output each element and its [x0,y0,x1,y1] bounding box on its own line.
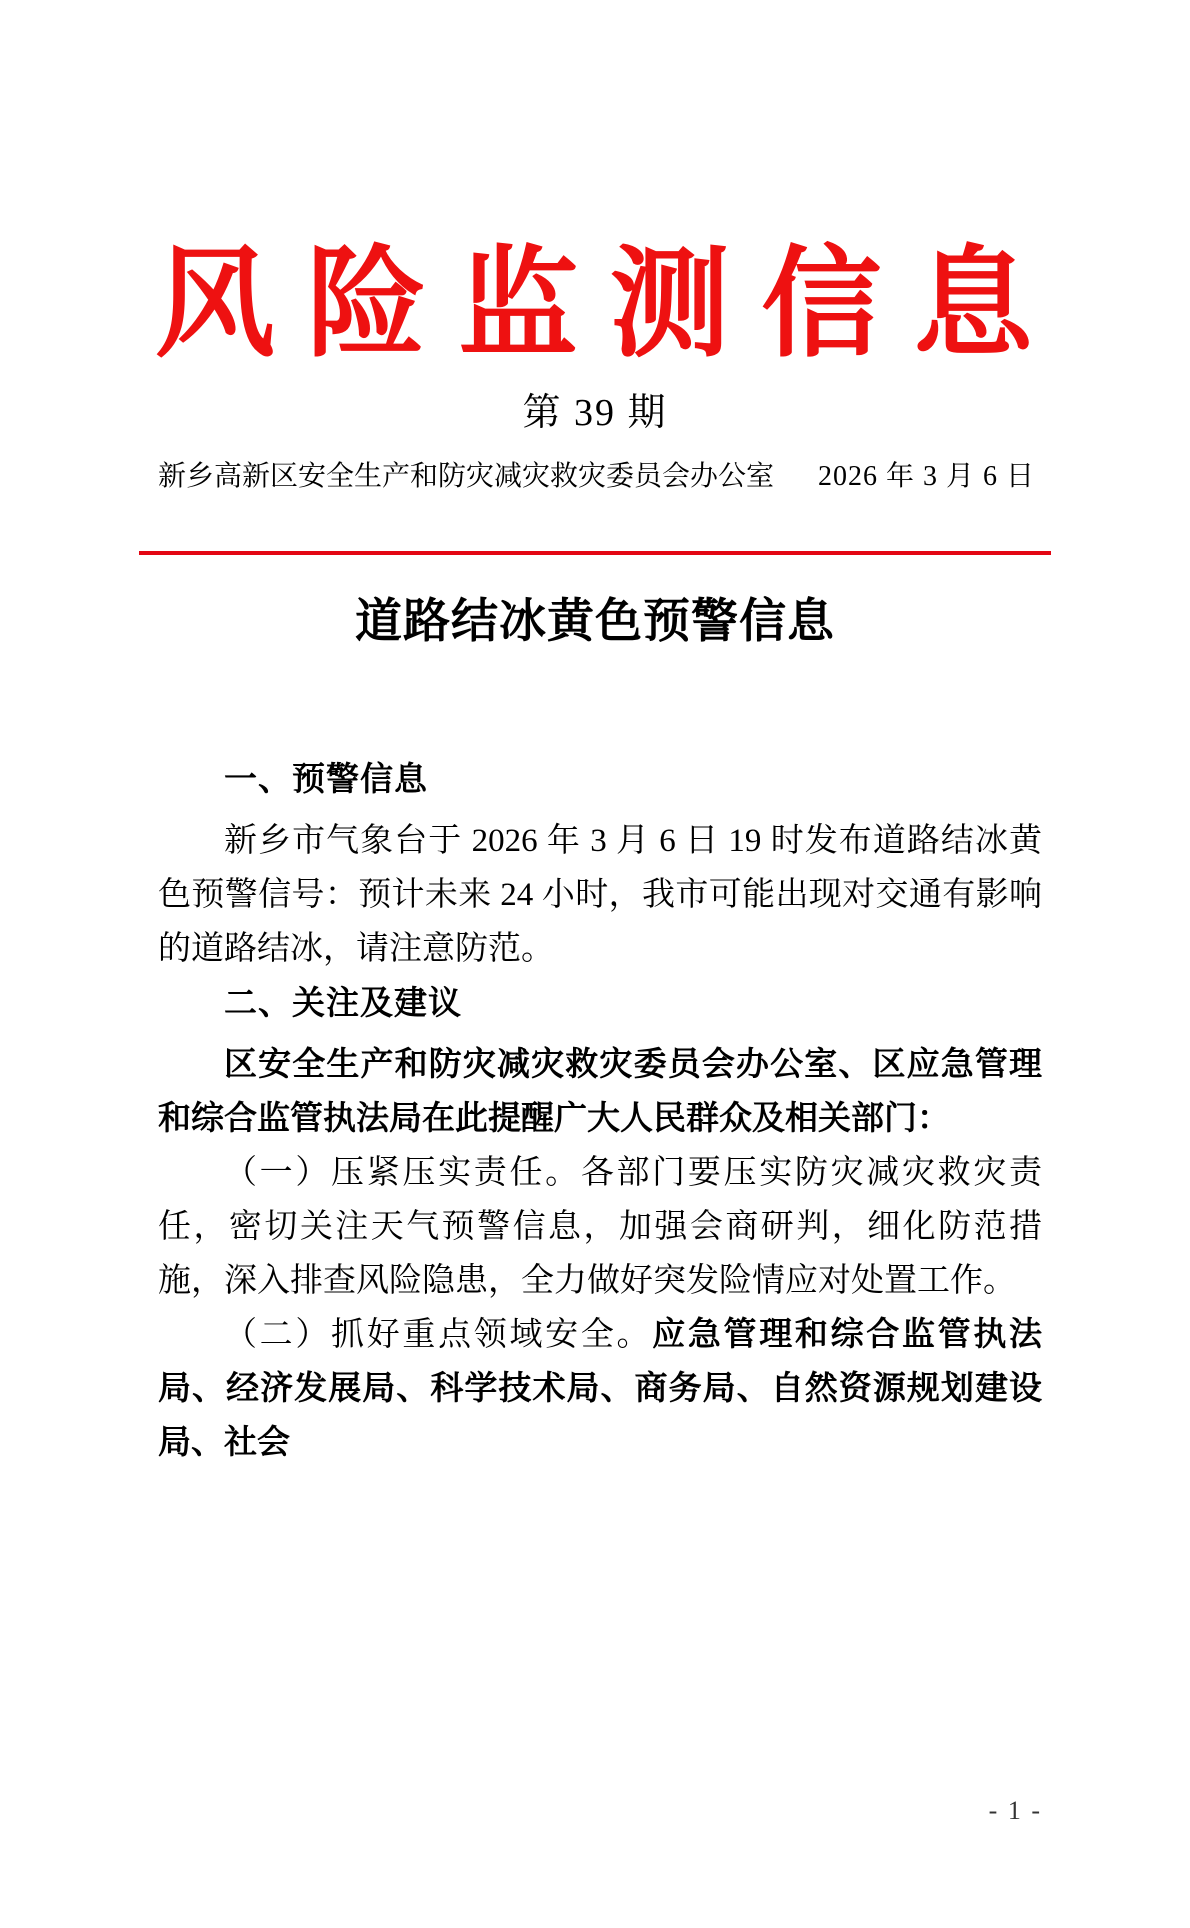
section-2-item-2-emphasis: 应急管理和综合监管执法局、经济发展局、科学技术局、商务局、自然资源规划建设局、社会 [158,1317,1043,1462]
masthead-title-char-2: 险 [306,238,427,371]
section-2-notice-paragraph: 区安全生产和防灾减灾救灾委员会办公室、区应急管理和综合监管执法局在此提醒广大人民群众及相关部门： [158,1047,1042,1138]
section-1-heading: 一、预警信息 [224,760,428,798]
masthead-title [155,238,1033,371]
issue-number: 第 39 期 [522,392,668,434]
masthead-title-char-3: 监 [458,238,579,371]
section-1-paragraph: 新乡市气象台于 2026 年 3 月 6 日 19 时发布道路结冰黄色预警信号：预计未来 24 小时，我市可能出现对交通有影响的道路结冰，请注意防范。 [158,823,1042,968]
masthead [0,238,1190,555]
issue-date: 2026 年 3 月 6 日 [818,461,1036,493]
masthead-title-char-5: 信 [761,238,882,371]
section-2-heading: 二、关注及建议 [224,984,462,1022]
masthead-title-char-4: 测 [609,238,730,371]
bulletin-body [0,592,1190,1470]
document-page [0,238,1190,1928]
issuing-office: 新乡高新区安全生产和防灾减灾救灾委员会办公室 [158,461,775,493]
bulletin-title: 道路结冰黄色预警信息 [355,596,835,649]
section-2-item-1: （一）压紧压实责任。各部门要压实防灾减灾救灾责任，密切关注天气预警信息，加强会商研判，细化防范措施，深入排查风险隐患，全力做好突发险情应对处置工作。 [158,1155,1042,1300]
section-2-item-2 [158,1308,1042,1470]
masthead-divider-rule [139,551,1051,555]
masthead-title-char-6: 息 [912,238,1033,371]
page-number: - 1 - [988,1796,1042,1825]
masthead-meta-row [158,459,1042,496]
section-2-item-2-lead: （二）抓好重点领域安全。 [224,1317,653,1354]
masthead-title-char-1: 风 [155,238,275,371]
bulletin-text-block [158,752,1042,1470]
